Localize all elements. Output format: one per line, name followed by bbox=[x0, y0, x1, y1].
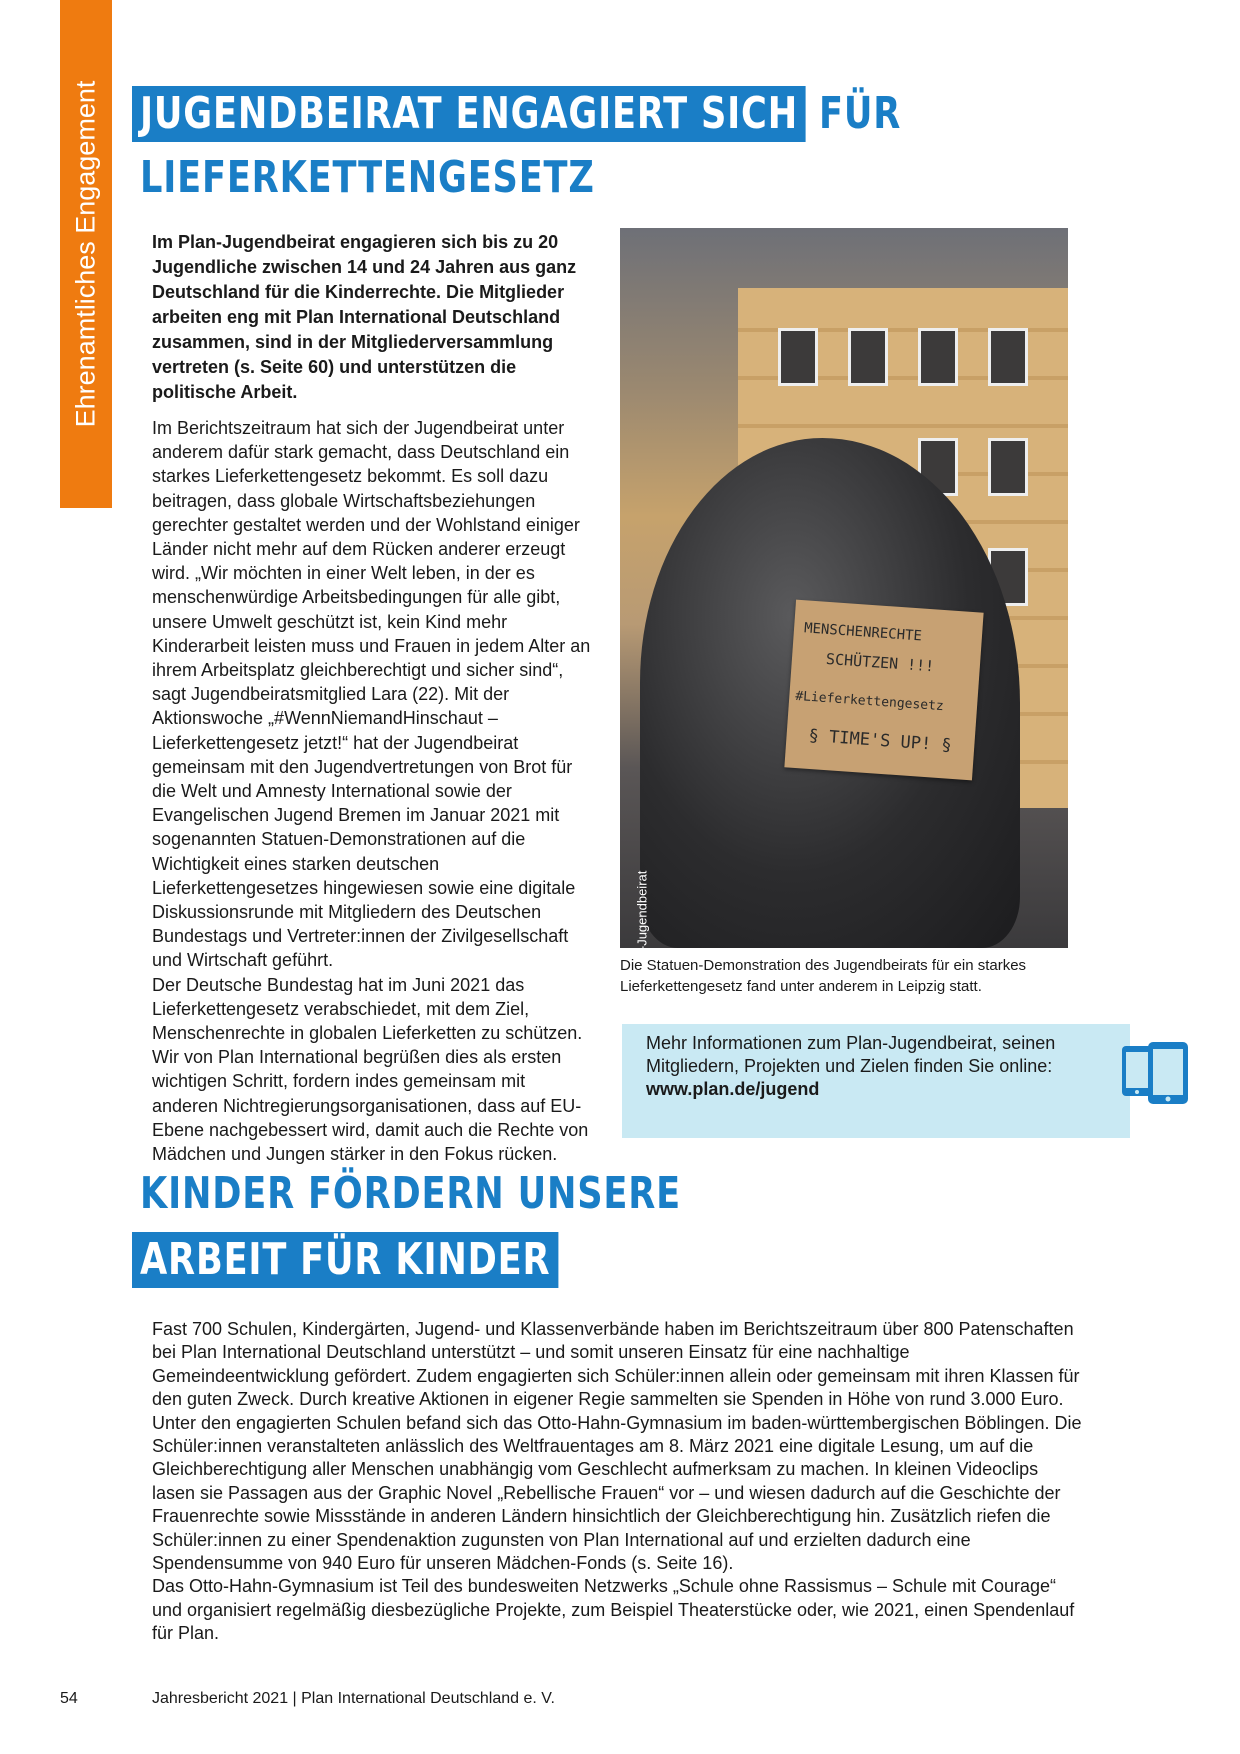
sign-line: SCHÜTZEN !!! bbox=[825, 649, 935, 676]
photo-credit: Foto: Plan-Jugendbeirat bbox=[634, 870, 650, 1010]
photo-window bbox=[988, 328, 1028, 386]
article2-body-text: Fast 700 Schulen, Kindergärten, Jugend- und Klassenverbände haben im Berichtszeitraum über 800 Patenschaften bei Plan International Deutschland unterstützt – und somit unseren Einsatz für eine nachhaltige Gemeindeentwicklung gefördert. Zudem engagierten sich Schüler:innen allein oder gemeinsam mit ihren Klassen für den guten Zweck. Durch kreative Aktionen in eigener Regie sammelten sie Spenden in Höhe von rund 3.000 Euro. Unter den engagierten Schulen befand sich das Otto-Hahn-Gymnasium im baden-württembergischen Böblingen. Die Schüler:innen veranstalteten anlässlich des Weltfrauentages am 8. März 2021 eine digitale Lesung, um auf die Gleichberechtigung aller Menschen unabhängig vom Geschlecht aufmerksam zu machen. In kleinen Videoclips lasen sie Passagen aus der Graphic Novel „Rebellische Frauen“ vor – und wiesen dadurch auf die Geschichte der Frauenrechte sowie Missstände in anderen Ländern hinsichtlich der Gleichberechtigung hin. Zusätzlich riefen die Schüler:innen zu einer Spendenaktion zugunsten von Plan International auf und erzielten dadurch eine Spendensumme von 940 Euro für unseren Mädchen-Fonds (s. Seite 16). Das Otto-Hahn-Gymnasium ist Teil des bundesweiten Netzwerks „Schule ohne Rassismus – Schule mit Courage“ und organisiert regelmäßig diesbezügliche Projekte, zum Beispiel Theaterstücke oder, wie 2021, einen Spendenlauf für Plan. bbox=[152, 1319, 1082, 1644]
page-number: 54 bbox=[60, 1690, 78, 1707]
photo-window bbox=[988, 438, 1028, 496]
footer-text: Jahresbericht 2021 | Plan International Deutschland e. V. bbox=[152, 1690, 555, 1707]
photo-lion-statue bbox=[620, 228, 1068, 948]
article1-intro: Im Plan-Jugendbeirat engagieren sich bis zu 20 Jugendliche zwischen 14 und 24 Jahren aus ganz Deutschland für die Kinderrechte. Die Mitglieder arbeiten eng mit Plan International Deutschland zusammen, sind in der Mitgliederversammlung vertreten (s. Seite 60) und unterstützen die politische Arbeit. bbox=[152, 232, 577, 402]
sign-scribble bbox=[784, 600, 983, 781]
info-box-link[interactable]: www.plan.de/jugend bbox=[646, 1079, 820, 1099]
article2-title-line1: KINDER FÖRDERN UNSERE bbox=[140, 1168, 682, 1219]
photo-window bbox=[778, 328, 818, 386]
article1-title-highlight: JUGENDBEIRAT ENGAGIERT SICH bbox=[132, 86, 806, 142]
sign-line: MENSCHENRECHTE bbox=[803, 620, 923, 645]
photo-window bbox=[918, 328, 958, 386]
photo-caption: Die Statuen-Demonstration des Jugendbeirats für ein starkes Lieferkettengesetz fand unter anderem in Leipzig statt. bbox=[620, 957, 1027, 995]
photo-sign bbox=[784, 600, 983, 781]
section-tab-label: Ehrenamtliches Engagement bbox=[70, 80, 101, 428]
sign-line: § TIME'S UP! § bbox=[807, 725, 953, 756]
article1-title-line1 bbox=[140, 86, 901, 142]
article1-title-line2: LIEFERKETTENGESETZ bbox=[140, 152, 595, 203]
article2-title-highlight: ARBEIT FÜR KINDER bbox=[132, 1232, 558, 1288]
article1-body bbox=[152, 416, 596, 1166]
photo-window bbox=[848, 328, 888, 386]
article1-body-text: Im Berichtszeitraum hat sich der Jugendbeirat unter anderem dafür stark gemacht, dass Deutschland ein starkes Lieferkettengesetz bekommt. Es soll dazu beitragen, dass globale Wirtschaftsbeziehungen gerechter gestaltet werden und der Wohlstand einiger Länder nicht mehr auf dem Rücken anderer erzeugt wird. „Wir möchten in einer Welt leben, in der es menschenwürdige Arbeitsbedingungen für alle gibt, unsere Umwelt geschützt ist, kein Kind mehr Kinderarbeit leisten muss und Frauen in jedem Alter an ihrem Arbeitsplatz gleichberechtigt und sicher sind“, sagt Jugendbeiratsmitglied Lara (22). Mit der Aktionswoche „#WennNiemandHinschaut – Lieferkettengesetz jetzt!“ hat der Jugendbeirat gemeinsam mit den Jugendvertretungen von Brot für die Welt und Amnesty International sowie der Evangelischen Jugend Bremen im Januar 2021 mit sogenannten Statuen-Demonstrationen auf die Wichtigkeit eines starken deutschen Lieferkettengesetzes hingewiesen sowie eine digitale Diskussionsrunde mit Mitgliedern des Deutschen Bundestags und Vertreter:innen der Zivilgesellschaft und Wirtschaft geführt. Der Deutsche Bundestag hat im Juni 2021 das Lieferkettengesetz verabschiedet, mit dem Ziel, Menschenrechte in globalen Lieferketten zu schützen. Wir von Plan International begrüßen dies als ersten wichtigen Schritt, fordern indes gemeinsam mit anderen Nichtregierungsorganisationen, dass auf EU-Ebene nachgebessert wird, damit auch die Rechte von Mädchen und Jungen stärker in den Fokus rücken. bbox=[152, 418, 591, 1165]
tablet-icon bbox=[1120, 1040, 1190, 1106]
article1-title-rest: FÜR bbox=[819, 88, 902, 139]
sign-line: #Lieferkettengesetz bbox=[794, 688, 945, 715]
info-box-description: Mehr Informationen zum Plan-Jugendbeirat, seinen Mitgliedern, Projekten und Zielen finden Sie online: bbox=[646, 1033, 1056, 1076]
info-box-text bbox=[646, 1032, 1076, 1101]
article2-title-line2 bbox=[140, 1232, 558, 1288]
article2-body bbox=[152, 1318, 1082, 1646]
